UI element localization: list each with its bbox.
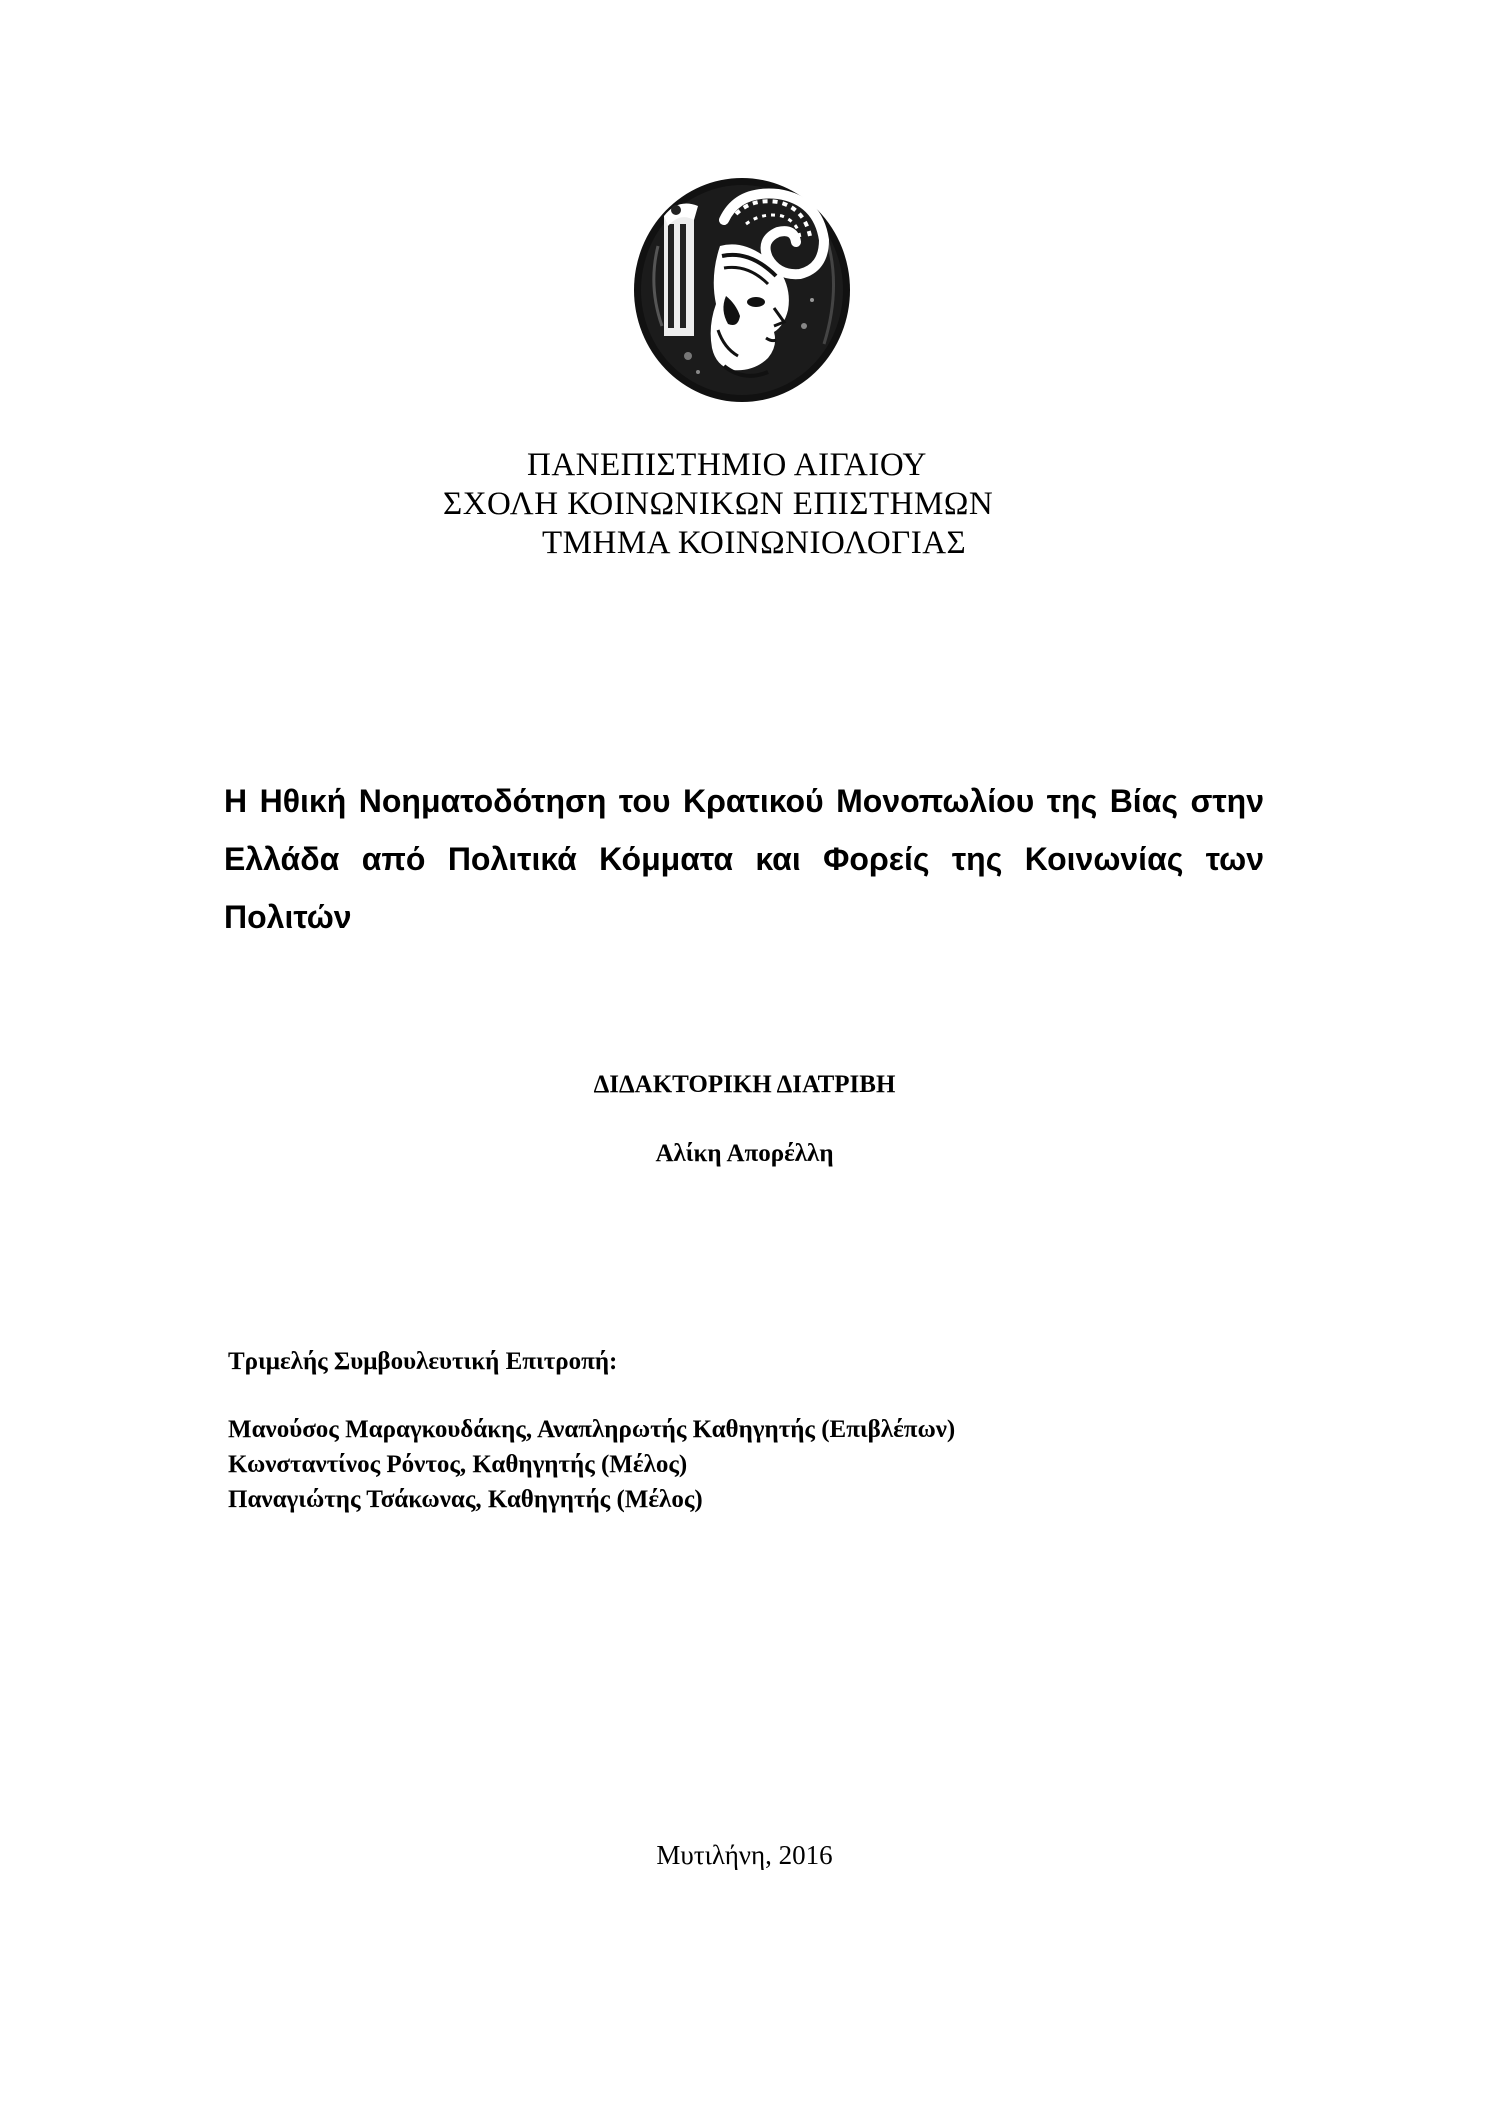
committee-member: Κωνσταντίνος Ρόντος, Καθηγητής (Μέλος) [228, 1451, 688, 1478]
committee-member: Παναγιώτης Τσάκωνας, Καθηγητής (Μέλος) [228, 1486, 703, 1513]
committee-heading: Τριμελής Συμβουλευτική Επιτροπή: [228, 1348, 618, 1375]
author-name: Αλίκη Απορέλλη [655, 1140, 834, 1167]
school-name: ΣΧΟΛΗ ΚΟΙΝΩΝΙΚΩΝ ΕΠΙΣΤΗΜΩΝ [443, 486, 994, 522]
thesis-title: Η Ηθική Νοηματοδότηση του Κρατικού Μονοπωλίου της Βίας στην Ελλάδα από Πολιτικά Κόμματα και Φορείς της Κοινωνίας των Πολιτών [224, 783, 1264, 935]
thesis-type: ΔΙΔΑΚΤΟΡΙΚΗ ΔΙΑΤΡΙΒΗ [593, 1071, 896, 1098]
department-name: ΤΜΗΜΑ ΚΟΙΝΩΝΙΟΛΟΓΙΑΣ [542, 525, 967, 561]
place-date: Μυτιλήνη, 2016 [656, 1840, 833, 1870]
committee-member: Μανούσος Μαραγκουδάκης, Αναπληρωτής Καθηγητής (Επιβλέπων) [228, 1416, 956, 1443]
university-name: ΠΑΝΕΠΙΣΤΗΜΙΟ ΑΙΓΑΙΟΥ [527, 447, 927, 483]
university-seal-icon [628, 176, 856, 404]
